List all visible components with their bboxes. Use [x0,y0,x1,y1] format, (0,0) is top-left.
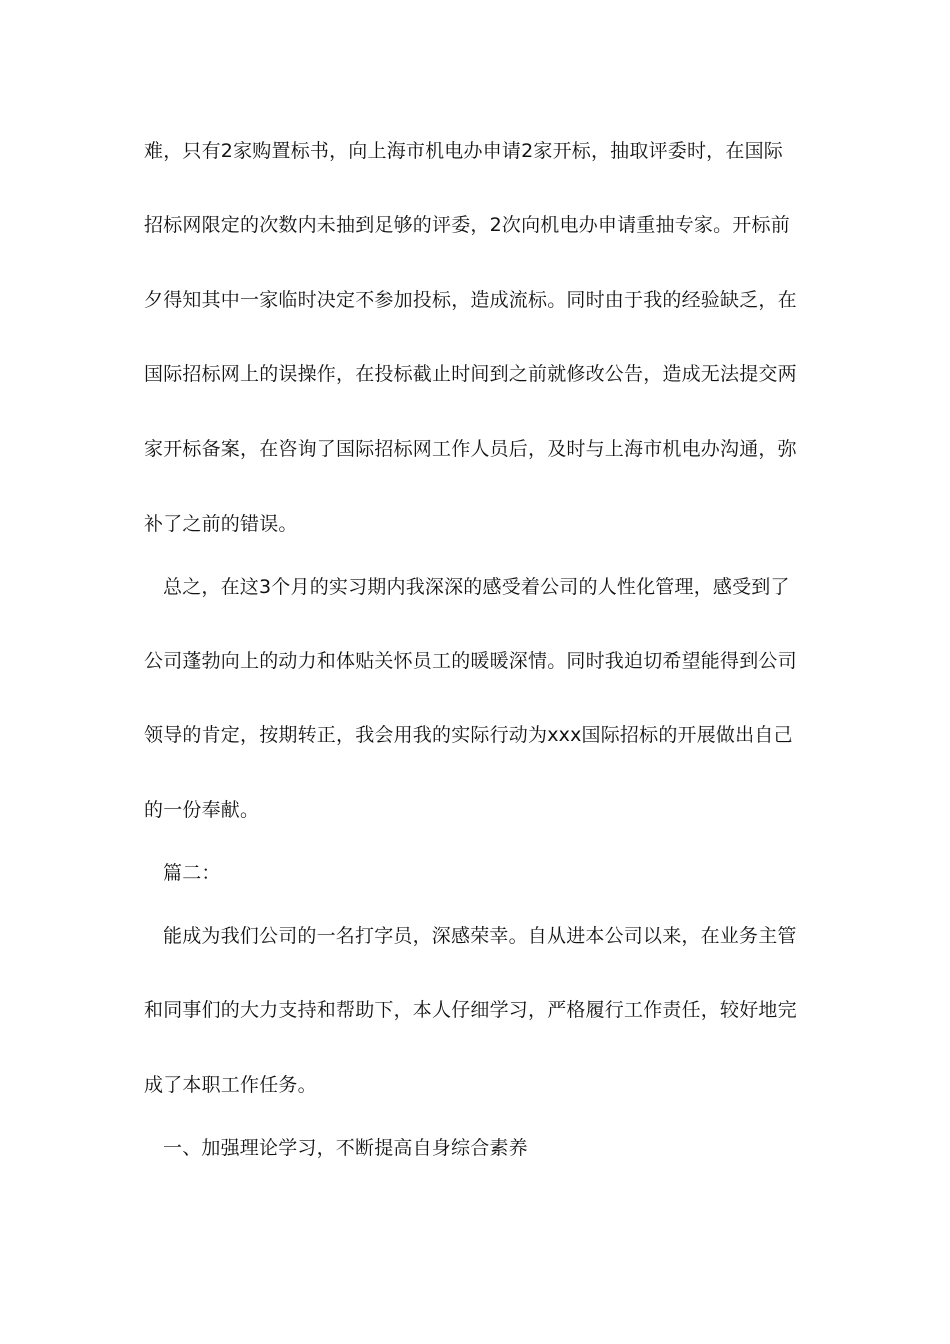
summary-line-3: 领导的肯定，按期转正，我会用我的实际行动为xxx国际招标的开展做出自己 [144,724,793,746]
summary-line-4: 的一份奉献。 [144,799,260,821]
paragraph-line-2: 招标网限定的次数内未抽到足够的评委，2次向机电办申请重抽专家。开标前 [144,214,790,236]
paragraph-line-3: 夕得知其中一家临时决定不参加投标，造成流标。同时由于我的经验缺乏，在 [144,289,797,311]
intro-line-2: 和同事们的大力支持和帮助下，本人仔细学习，严格履行工作责任，较好地完 [144,999,797,1021]
summary-line-2: 公司蓬勃向上的动力和体贴关怀员工的暖暖深情。同时我迫切希望能得到公司 [144,650,797,672]
paragraph-line-1: 难，只有2家购置标书，向上海市机电办申请2家开标，抽取评委时，在国际 [144,140,783,162]
paragraph-line-6: 补了之前的错误。 [144,513,298,535]
summary-line-1: 总之，在这3个月的实习期内我深深的感受着公司的人性化管理，感受到了 [163,576,790,598]
paragraph-line-4: 国际招标网上的误操作，在投标截止时间到之前就修改公告，造成无法提交两 [144,363,797,385]
paragraph-line-5: 家开标备案，在咨询了国际招标网工作人员后，及时与上海市机电办沟通，弥 [144,438,797,460]
section-heading: 篇二： [163,862,221,884]
subheading-1: 一、加强理论学习，不断提高自身综合素养 [163,1137,528,1159]
intro-line-3: 成了本职工作任务。 [144,1074,317,1096]
intro-line-1: 能成为我们公司的一名打字员，深感荣幸。自从进本公司以来，在业务主管 [163,925,797,947]
